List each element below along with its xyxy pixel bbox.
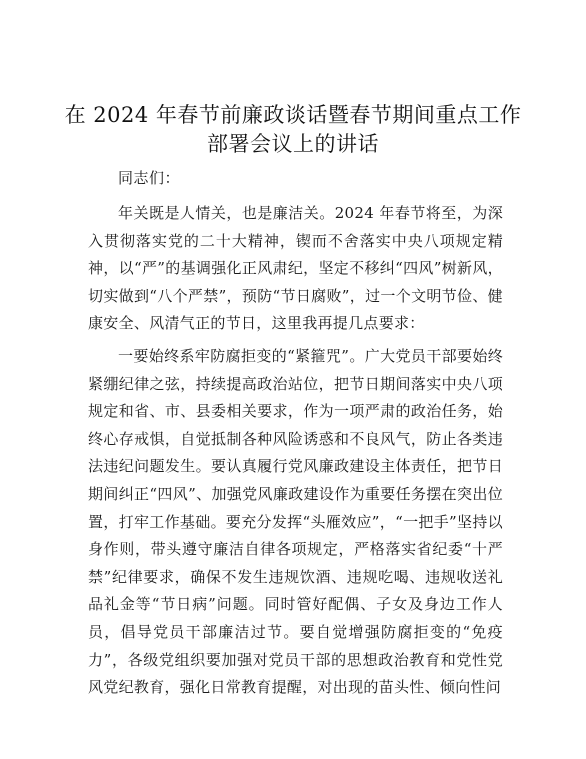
document-title-line-1: 在 2024 年春节前廉政谈话暨春节期间重点工作 bbox=[64, 103, 522, 127]
paragraph-point-one: 一要始终系牢防腐拒变的“紧箍咒”。广大党员干部要始终紧绷纪律之弦，持续提高政治站位，把节日期间落实中央八项规定和省、市、县委相关要求，作为一项严肃的政治任务，始终心存戒惧，自觉抵制各种风险诱惑和不良风气，防止各类违法违纪问题发生。要认真履行党风廉政建设主体责任，把节日期间纠正“四风”、加强党风廉政建设作为重要任务摆在突出位置，打牢工作基础。要充分发挥“头雁效应”，“一把手”坚持以身作则，带头遵守廉洁自律各项规定，严格落实省纪委“十严禁”纪律要求，确保不发生违规饮酒、违规吃喝、违规收送礼品礼金等“节日病”问题。同时管好配偶、子女及身边工作人员，倡导党员干部廉洁过节。要自觉增强防腐拒变的“免疫力”，各级党组织要加强对党员干部的思想政治教育和党性党风党纪教育，强化日常教育提醒，对出现的苗头性、倾向性问 bbox=[88, 347, 503, 697]
document-title-line-2: 部署会议上的讲话 bbox=[207, 132, 379, 156]
greeting: 同志们： bbox=[118, 169, 181, 187]
paragraph-intro: 年关既是人情关，也是廉洁关。2024 年春节将至，为深入贯彻落实党的二十大精神，锲而不舍落实中央八项规定精神，以“严”的基调强化正风肃纪，坚定不移纠“四风”树新风，切实做到“八个严禁”，预防“节日腐败”，过一个文明节俭、健康安全、风清气正的节日，这里我再提几点要求： bbox=[88, 204, 503, 333]
